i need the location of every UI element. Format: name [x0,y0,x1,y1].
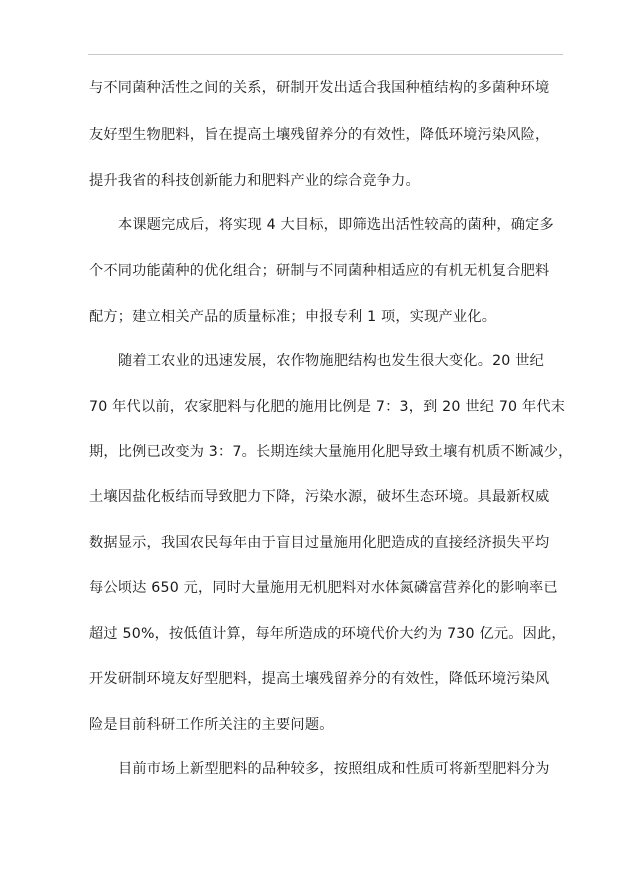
paragraph-first-line: 本课题完成后，将实现 4 大目标，即筛选出活性较高的菌种，确定多 [118,217,554,233]
header-divider [88,54,563,55]
text-line: 个不同功能菌种的优化组合；研制与不同菌种相适应的有机无机复合肥料 [89,263,550,279]
paragraph-first-line: 目前市场上新型肥料的品种较多，按照组成和性质可将新型肥料分为 [118,761,550,777]
text-line: 每公顷达 650 元，同时大量施用无机肥料对水体氮磷富营养化的影响率已 [89,580,558,596]
text-line: 数据显示，我国农民每年由于盲目过量施用化肥造成的直接经济损失平均 [89,535,550,551]
paragraph-first-line: 随着工农业的迅速发展，农作物施肥结构也发生很大变化。20 世纪 [118,353,545,369]
text-line: 70 年代以前，农家肥料与化肥的施用比例是 7：3，到 20 世纪 70 年代末 [89,399,566,415]
text-line: 与不同菌种活性之间的关系，研制开发出适合我国种植结构的多菌种环境 [89,80,550,96]
text-line: 提升我省的科技创新能力和肥料产业的综合竞争力。 [89,173,420,189]
text-line: 期，比例已改变为 3：7。长期连续大量施用化肥导致土壤有机质不断减少， [89,444,573,460]
text-line: 友好型生物肥料，旨在提高土壤残留养分的有效性，降低环境污染风险， [89,127,550,143]
text-line: 土壤因盐化板结而导致肥力下降，污染水源，破坏生态环境。具最新权威 [89,489,550,505]
text-line: 险是目前科研工作所关注的主要问题。 [89,717,334,733]
text-line: 开发研制环境友好型肥料，提高土壤残留养分的有效性，降低环境污染风 [89,671,550,687]
text-line: 配方；建立相关产品的质量标准；申报专利 1 项，实现产业化。 [89,309,497,325]
text-line: 超过 50%，按低值计算，每年所造成的环境代价大约为 730 亿元。因此， [89,626,566,642]
